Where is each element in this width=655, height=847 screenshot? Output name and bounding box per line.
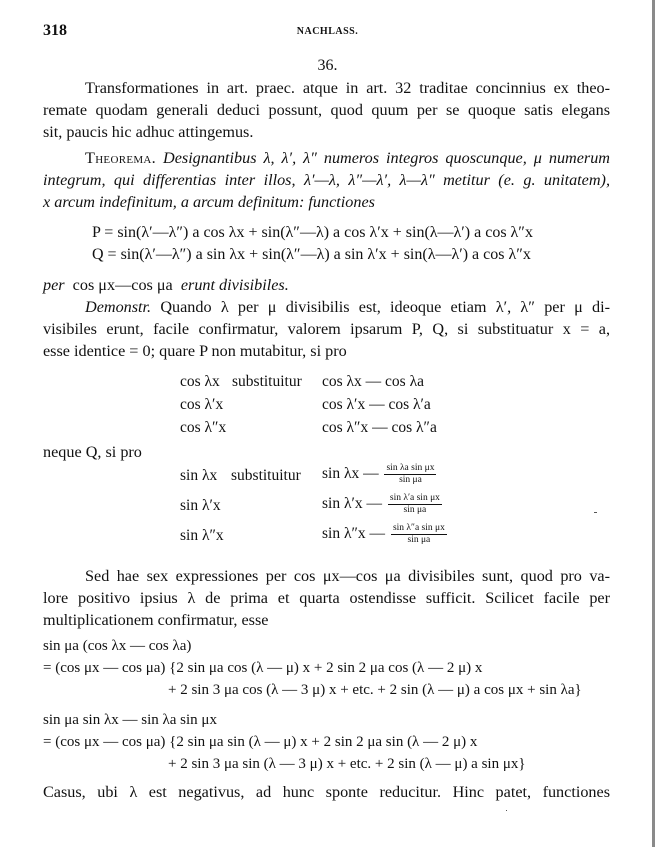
cos-left-2: cos λ′x xyxy=(180,396,224,413)
demonstr-line-1 xyxy=(43,297,610,317)
cos-right-2: cos λ′x — cos λ′a xyxy=(322,396,431,413)
demonstr-line-3: esse identice = 0; quare P non mutabitur, si pro xyxy=(43,342,347,360)
closing-line: Casus, ubi λ est negativus, ad hunc sponte reducitur. Hinc patet, functiones xyxy=(43,783,610,801)
sin-right-3 xyxy=(322,523,447,546)
identity1-line-2: = (cos μx — cos μa) {2 sin μa cos (λ — μ) x + 2 sin 2 μa cos (λ — 2 μ) x xyxy=(43,660,483,676)
intro-line-2: remate quodam generali deduci possunt, quod quum per se quoque satis elegans xyxy=(43,101,610,119)
theorem-label: Theorema. xyxy=(85,149,157,167)
sin-right-3-expr: sin λ″x — xyxy=(322,525,386,543)
fraction-1 xyxy=(384,463,436,486)
cos-table-row-2 xyxy=(0,396,655,420)
intro-line-1: Transformationes in art. praec. atque in art. 32 traditae concinnius ex theo- xyxy=(85,79,610,97)
identity1-line-3: + 2 sin 3 μa cos (λ — 3 μ) x + etc. + 2 sin (λ — μ) a cos μx + sin λa} xyxy=(168,682,582,698)
fraction-2-numerator: sin λ′a sin μx xyxy=(389,493,440,503)
conclusion-expr: cos μx—cos μa xyxy=(72,276,173,294)
fraction-2 xyxy=(388,493,442,516)
fraction-3 xyxy=(391,523,447,546)
theorem-line-2: integrum, qui differentias inter illos, λ′—λ, λ″—λ′, λ—λ″ metitur (e. g. unitatem), xyxy=(43,171,610,189)
sin-right-1 xyxy=(322,463,436,486)
fraction-3-numerator: sin λ″a sin μx xyxy=(392,523,445,533)
sin-left-1: sin λx xyxy=(180,467,218,484)
fraction-2-denominator: sin μa xyxy=(403,505,427,515)
sin-substituitur: substituitur xyxy=(231,467,301,484)
sin-right-2 xyxy=(322,493,442,516)
demonstr-text-1: Quando λ per μ divisibilis est, ideoque etiam λ′, λ″ per μ di- xyxy=(160,298,610,316)
formula-P: P = sin(λ′—λ″) a cos λx + sin(λ″—λ) a cos λ′x + sin(λ—λ′) a cos λ″x xyxy=(92,224,533,241)
cos-left-3: cos λ″x xyxy=(180,419,227,436)
cos-substituitur: substituitur xyxy=(232,373,302,390)
sin-table-row-1 xyxy=(0,463,655,491)
cos-table-row-1 xyxy=(0,373,655,397)
fraction-1-denominator: sin μa xyxy=(399,475,422,485)
cos-right-1: cos λx — cos λa xyxy=(322,373,424,390)
sin-left-2: sin λ′x xyxy=(180,497,221,514)
article-number: 36. xyxy=(317,57,338,74)
intro-line-3: sit, paucis hic adhuc attingemus. xyxy=(43,123,254,141)
sin-left-3: sin λ″x xyxy=(180,527,224,544)
fraction-1-numerator: sin λa sin μx xyxy=(386,463,435,473)
cos-table-row-3 xyxy=(0,419,655,443)
demonstr-line-2: visibiles erunt, facile confirmatur, valorem ipsarum P, Q, si substituatur x = a, xyxy=(43,320,610,338)
running-head: NACHLASS. xyxy=(296,26,359,37)
sin-right-1-expr: sin λx — xyxy=(322,465,379,483)
fraction-3-denominator: sin μa xyxy=(407,535,431,545)
scan-speck xyxy=(594,512,597,513)
scan-speck xyxy=(506,810,507,811)
identity2-line-2: = (cos μx — cos μa) {2 sin μa sin (λ — μ) x + 2 sin 2 μa sin (λ — 2 μ) x xyxy=(43,734,478,750)
identity1-line-1: sin μa (cos λx — cos λa) xyxy=(43,638,192,654)
sin-table-row-2 xyxy=(0,493,655,521)
cos-right-3: cos λ″x — cos λ″a xyxy=(322,419,437,436)
sed-line-3: multiplicationem confirmatur, esse xyxy=(43,611,269,629)
neque-line: neque Q, si pro xyxy=(43,443,142,461)
sin-right-2-expr: sin λ′x — xyxy=(322,495,382,513)
conclusion-prefix: per xyxy=(43,276,65,294)
demonstr-label: Demonstr. xyxy=(85,298,152,316)
theorem-text-1: Designantibus λ, λ′, λ″ numeros integros quoscunque, μ numerum xyxy=(163,149,611,167)
formula-Q: Q = sin(λ′—λ″) a sin λx + sin(λ″—λ) a sin λ′x + sin(λ—λ′) a cos λ″x xyxy=(92,246,531,263)
theorem-line-3: x arcum indefinitum, a arcum definitum: functiones xyxy=(43,193,375,211)
page-number: 318 xyxy=(43,22,67,39)
sed-line-2: lore positivo ipsius λ de prima et quarta ostendisse sufficit. Scilicet facile per xyxy=(43,589,610,607)
identity2-line-1: sin μa sin λx — sin λa sin μx xyxy=(43,712,217,728)
sin-table-row-3 xyxy=(0,523,655,551)
sed-line-1: Sed hae sex expressiones per cos μx—cos μa divisibiles sunt, quod pro va- xyxy=(85,567,610,585)
conclusion-suffix: erunt divisibiles. xyxy=(180,276,289,294)
identity2-line-3: + 2 sin 3 μa sin (λ — 3 μ) x + etc. + 2 sin (λ — μ) a sin μx} xyxy=(168,756,526,772)
theorem-conclusion xyxy=(43,275,289,295)
cos-left-1: cos λx xyxy=(180,373,220,390)
theorem-line-1 xyxy=(43,148,610,168)
